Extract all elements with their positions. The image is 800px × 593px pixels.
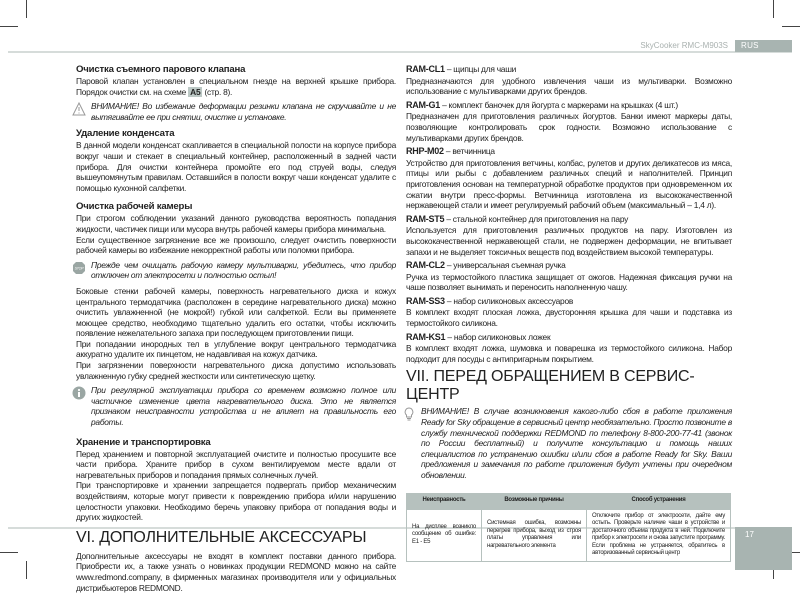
accessory-title — [406, 64, 732, 75]
accessory-title — [406, 260, 732, 271]
troubleshooting-table — [406, 493, 731, 562]
section-title: VI. ДОПОЛНИТЕЛЬНЫЕ АКСЕССУАРЫ — [76, 528, 367, 546]
right-column — [406, 64, 732, 562]
accessory-item — [406, 332, 732, 365]
tip-text: ВНИМАНИЕ! В случае возникновения какого-либо сбоя в работе приложения Ready for Sky обращение в сервисный центр необязательно. Просто позвоните в службу технической поддержки REDMOND по телефону 8-800-200-77-41 (звонок по России бесплатный) и получите консультацию и помощь наших специалистов по устранению ошибки и/или сбоя в работе Ready for Sky. Ваши предложения и замечания по работе приложения будут учтены при очередном обновлении. — [421, 406, 732, 480]
paragraph: Если существенное загрязнение все же произошло, следует очистить поверхности рабочей камеры во избежание некорректной работы или поломки прибора. — [76, 234, 396, 256]
tip-note — [406, 406, 732, 480]
accessory-description: Предназначен для приготовления различных йогуртов. Банки имеют маркеры даты, позволяющие контролировать срок годности. Возможно использование с мультиварками других брендов. — [406, 111, 732, 143]
stop-label: STOP — [74, 266, 84, 271]
language-tab: RUS — [735, 40, 792, 52]
accessory-name: – стальной контейнер для приготовления на пару — [444, 213, 629, 224]
info-icon — [72, 386, 86, 400]
accessory-name: – ветчинница — [443, 146, 495, 157]
accessory-code: RHP-M02 — [406, 146, 444, 157]
model-name: SkyCooker RMC-M903S — [640, 41, 728, 50]
accessory-description: Устройство для приготовления ветчины, колбас, рулетов и других деликатесов из мяса, птицы или рыбы с добавлением различных специй и наполнителей. Принцип приготовления основан на температурной обработке продуктов при одновременном их сжатии внутри пресс-формы. Ветчинница изготовлена из высококачественной нержавеющей стали и имеет регулируемый рабочий объем (максимальный – 1,4 л). — [406, 157, 732, 211]
accessory-name: – щипцы для чаши — [444, 64, 517, 74]
accessory-code: RAM-KS1 — [406, 331, 446, 342]
header-rule — [8, 51, 792, 53]
paragraph: При попадании инородных тел в углубление вокруг центрального термодатчика аккуратно удалите их пинцетом, не надавливая на кожух датчика. — [76, 338, 396, 360]
stop-text: Прежде чем очищать рабочую камеру мультиварки, убедитесь, что прибор отключен от электросети и полностью остыл! — [91, 259, 396, 281]
accessory-description: В комплект входят ложка, шумовка и поварешка из термостойкого силикона. Набор подходит для посуды с антипригарным покрытием. — [406, 343, 732, 364]
accessory-item — [406, 146, 732, 211]
heading: Очистка рабочей камеры — [76, 201, 193, 213]
accessory-title — [406, 214, 732, 225]
accessory-description: Ручка из термостойкого пластика защищает от ожогов. Надежная фиксация ручки на чаше позволяет вынимать и переносить наполненную чашу. — [406, 271, 732, 293]
accessory-name: – комплект баночек для йогурта с маркерами на крышках (4 шт.) — [440, 99, 678, 110]
paragraph: При транспортировке и хранении запрещается подвергать прибор механическим воздействиям, которые могут привести к повреждению прибора и/или нарушению целостности упаковки. Необходимо беречь упаковку прибора от попадания воды и других жидкостей. — [76, 480, 396, 523]
table-cell: Системная ошибка, возможны перегрев прибора, выход из строя платы управления или нагревательного элемента — [482, 509, 587, 561]
crop-mark — [26, 0, 27, 18]
column-header: Возможные причины — [482, 493, 587, 509]
warning-text: ВНИМАНИЕ! Во избежание деформации резинки клапана не скручивайте и не вытягивайте ее при снятии, очистке и установке. — [91, 101, 396, 122]
warning-note — [76, 101, 396, 122]
crop-mark — [773, 0, 774, 18]
accessory-name: – набор силиконовых аксессуаров — [444, 295, 574, 306]
accessory-title — [406, 100, 732, 111]
accessory-item — [406, 296, 732, 329]
section-title: VII. ПЕРЕД ОБРАЩЕНИЕМ В СЕРВИС-ЦЕНТР — [406, 368, 695, 404]
text: Паровой клапан установлен в специальном гнезде на верхней крышке прибора. Порядок очистки см. на схеме — [76, 76, 396, 97]
accessory-code: RAM-SS3 — [406, 295, 445, 306]
accessory-code: RAM-CL1 — [406, 64, 445, 74]
heading: Удаление конденсата — [76, 128, 175, 140]
paragraph: При строгом соблюдении указаний данного руководства вероятность попадания жидкости, частичек пищи или мусора внутрь рабочей камеры прибора минимальна. — [76, 213, 396, 234]
accessory-title — [406, 146, 732, 157]
left-column — [76, 64, 396, 593]
accessory-item — [406, 260, 732, 293]
crop-mark — [0, 552, 18, 553]
accessory-description: В комплект входят плоская ложка, двусторонняя крышка для чаши и подставка из термостойкого силикона. — [406, 307, 732, 329]
table-cell: На дисплее возникло сообщение об ошибке: E1 - E5 — [407, 509, 482, 561]
paragraph: При загрязнении поверхности нагревательного диска допустимо использовать увлажненную губку средней жесткости или синтетическую щетку. — [76, 360, 396, 381]
paragraph: Перед хранением и повторной эксплуатацией очистите и полностью просушите все части прибора. Храните прибор в сухом вентилируемом месте вдали от нагревательных приборов и попадания прямых солнечных лучей. — [76, 448, 396, 480]
accessory-description: Используется для приготовления различных продуктов на пару. Изготовлен из высококачественной нержавеющей стали, не подвержен деформации, не впитывает запахи и не выделяет токсичных веществ под воздействием высокой температуры. — [406, 225, 732, 257]
scheme-ref: A5 — [190, 86, 201, 97]
accessory-code: RAM-ST5 — [406, 213, 445, 224]
crop-mark — [0, 26, 18, 27]
accessory-code: RAM-CL2 — [406, 260, 445, 271]
heading: Очистка съемного парового клапана — [76, 64, 246, 75]
paragraph: Боковые стенки рабочей камеры, поверхность нагревательного диска и кожух центрального термодатчика (расположен в середине нагревательного диска) можно очистить увлажненной (не мокрой!) губкой или салфеткой. Если вы применяете моющее средство, необходимо тщательно удалить его остатки, чтобы исключить появление нежелательного запаха при последующем приготовлении пищи. — [76, 285, 396, 339]
crop-mark — [26, 561, 27, 579]
table-cell: Отключите прибор от электросети, дайте ему остыть. Проверьте наличие чаши в устройстве и достаточного объема продукта в ней. Подключите прибор к электросети и снова запустите программу. Если проблема не устраняется, обратитесь в авторизованный сервисный центр — [587, 509, 731, 561]
paragraph: Дополнительные аксессуары не входят в комплект поставки данного прибора. Приобрести их, а также узнать о новинках продукции REDMOND можно на сайте www.redmond.company, в фирменных магазинах производителя или у официальных дистрибьютеров REDMOND. — [76, 550, 396, 593]
accessory-item — [406, 100, 732, 143]
accessory-code: RAM-G1 — [406, 99, 440, 110]
info-text: При регулярной эксплуатации прибора со временем возможно полное или частичное изменение цвета нагревательного диска. Это не является признаком неисправности устройства и не влияет на правильность его работы. — [91, 385, 396, 428]
accessory-item — [406, 214, 732, 257]
accessory-title — [406, 296, 732, 307]
stop-icon — [72, 261, 86, 275]
accessory-description: Предназначаются для удобного извлечения чаши из мультиварки. Возможно использование с мультиварками других брендов. — [406, 75, 732, 97]
page-number: 17 — [735, 527, 792, 570]
column-header: Способ устранения — [587, 493, 731, 509]
column-header: Неисправность — [407, 493, 482, 509]
accessory-name: – универсальная съемная ручка — [444, 260, 566, 271]
accessory-item — [406, 64, 732, 97]
stop-note — [76, 260, 396, 281]
warning-triangle-icon — [72, 102, 86, 116]
table-row — [407, 509, 731, 561]
lightbulb-icon — [402, 407, 416, 421]
accessory-name: – набор силиконовых ложек — [445, 331, 551, 342]
paragraph — [76, 76, 396, 97]
heading: Хранение и транспортировка — [76, 436, 211, 448]
info-note — [76, 385, 396, 427]
crop-mark — [782, 26, 800, 27]
accessory-title — [406, 332, 732, 343]
text: (стр. 8). — [202, 86, 233, 97]
paragraph: В данной модели конденсат скапливается в специальной полости на корпусе прибора вокруг чаши и стекает в специальный контейнер, расположенный в задней части прибора. Для очистки контейнера промойте его под струей воды, следуя вышеупомянутым правилам. Оставшийся в полости вокруг чаши конденсат удалите с помощью кухонной салфетки. — [76, 140, 396, 193]
